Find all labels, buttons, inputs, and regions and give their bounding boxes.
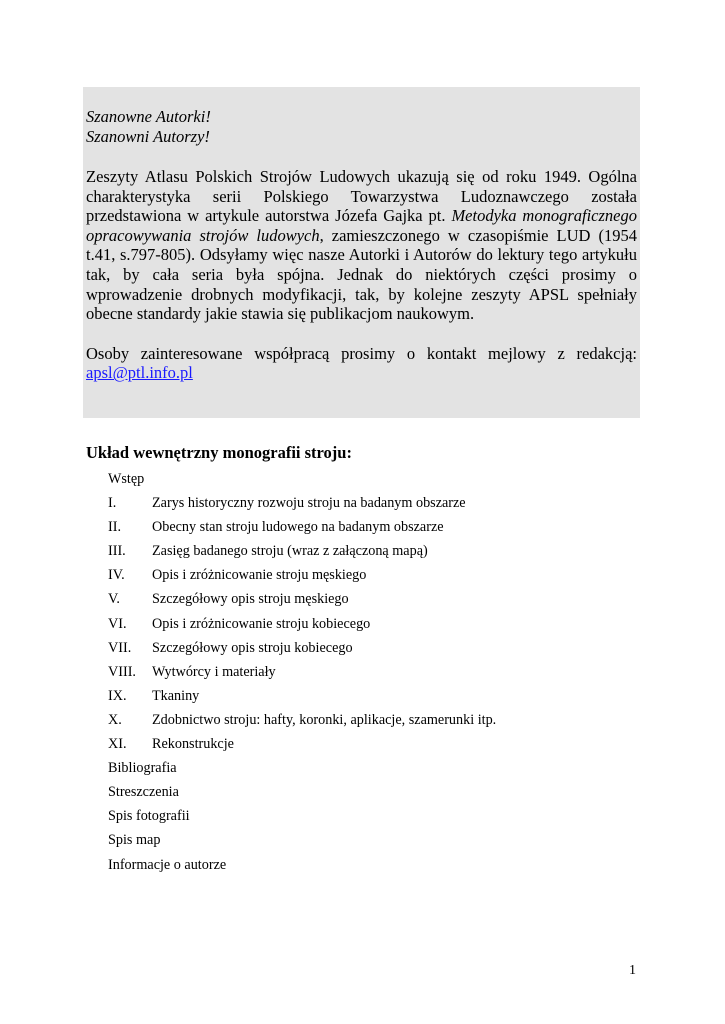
list-item [108, 492, 628, 516]
email-link[interactable]: apsl@ptl.info.pl [86, 363, 193, 383]
list-item-number: VIII. [108, 663, 136, 680]
intro-text-start: Zeszyty Atlasu Polskich Strojów Ludowych ukazują się od roku 1949. Ogólna charakterystyka serii Polskiego Towarzystwa Ludoznawczego została przedstawiona w artykule autorstwa Józefa Gajka pt. [86, 167, 637, 226]
list-item [108, 540, 628, 564]
list-item-text: Wytwórcy i materiały [152, 663, 276, 680]
list-item-text: Informacje o autorze [108, 856, 227, 873]
list-item-text: Spis fotografii [108, 808, 190, 825]
list-item [108, 709, 628, 733]
list-item-text: Wstęp [108, 471, 145, 487]
list-item-number: II. [108, 519, 121, 536]
list-item [108, 854, 628, 878]
list-item-text: Bibliografia [108, 760, 177, 777]
list-item [108, 588, 628, 612]
list-item-text: Zasięg badanego stroju (wraz z załączoną mapą) [152, 543, 428, 560]
list-item-text: Szczegółowy opis stroju kobiecego [152, 639, 353, 656]
section-heading: Układ wewnętrzny monografii stroju: [86, 443, 352, 462]
list-item-text: Obecny stan stroju ludowego na badanym obszarze [152, 519, 444, 536]
list-item [108, 757, 628, 781]
list-item [108, 564, 628, 588]
list-item-text: Zarys historyczny rozwoju stroju na badanym obszarze [152, 495, 466, 512]
list-item [108, 468, 628, 492]
list-item [108, 613, 628, 637]
list-item [108, 781, 628, 805]
list-item [108, 685, 628, 709]
list-item-number: I. [108, 495, 117, 512]
list-item-text: Opis i zróżnicowanie stroju męskiego [152, 567, 367, 584]
intro-paragraph [86, 167, 637, 324]
list-item [108, 637, 628, 661]
list-item [108, 733, 628, 757]
structure-list [108, 468, 628, 878]
list-item-number: XI. [108, 736, 127, 753]
greeting-line-2: Szanowni Autorzy! [86, 127, 210, 146]
list-item-text: Tkaniny [152, 687, 200, 704]
list-item-number: VI. [108, 615, 127, 632]
article-title: Metodyka monograficznego opracowywania strojów ludowych [86, 206, 637, 245]
list-item [108, 829, 628, 853]
list-item [108, 516, 628, 540]
notice-box [83, 87, 640, 418]
contact-paragraph [86, 344, 637, 383]
list-item-text: Opis i zróżnicowanie stroju kobiecego [152, 615, 371, 632]
list-item-number: V. [108, 591, 120, 608]
list-item-number: X. [108, 711, 122, 728]
list-item-text: Streszczenia [108, 784, 179, 801]
list-item-number: III. [108, 543, 126, 560]
list-item [108, 805, 628, 829]
greeting-line-1: Szanowne Autorki! [86, 107, 211, 126]
list-item-text: Rekonstrukcje [152, 736, 234, 753]
list-item-number: IX. [108, 687, 127, 704]
list-item-number: VII. [108, 639, 132, 656]
page-number: 1 [629, 963, 636, 978]
list-item-number: IV. [108, 567, 125, 584]
intro-text-end: , zamieszczonego w czasopiśmie LUD (1954 t.41, s.797-805). Odsyłamy więc nasze Autorki i Autorów do lektury tego artykułu tak, by cała seria była spójna. Jednak do niektórych części prosimy o wprowadzenie drobnych modyfikacji, tak, by kolejne zeszyty APSL spełniały obecne standardy jakie stawia się publikacjom naukowym. [86, 225, 637, 324]
list-item-text: Zdobnictwo stroju: hafty, koronki, aplikacje, szamerunki itp. [152, 711, 497, 728]
list-item-text: Szczegółowy opis stroju męskiego [152, 591, 349, 608]
contact-text: Osoby zainteresowane współpracą prosimy o kontakt mejlowy z redakcją: [86, 343, 637, 363]
list-item-text: Spis map [108, 832, 161, 849]
list-item [108, 661, 628, 685]
